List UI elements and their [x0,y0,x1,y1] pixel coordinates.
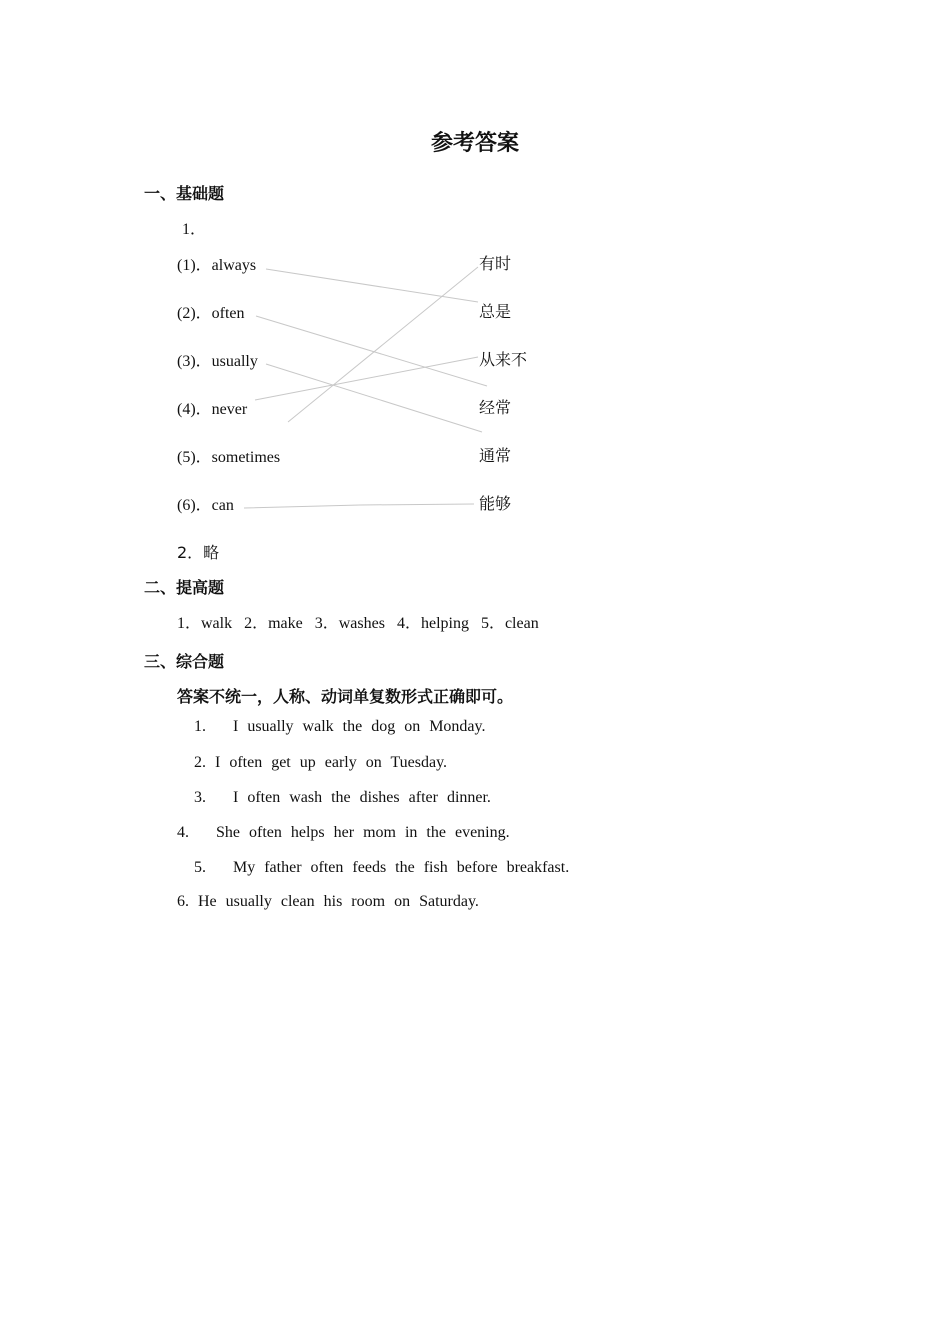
match-line-can [244,504,474,508]
match-left-item: (5)．sometimes [177,449,281,466]
match-right-item: 能够 [479,494,512,513]
sentence-item: 4. She often helps her mom in the evening. [177,824,510,841]
sentence-item: 3. I often wash the dishes after dinner. [194,789,491,806]
match-left-item: (1)．always [177,257,257,274]
match-left-item: (6)．can [177,497,234,514]
match-line-never [255,357,478,400]
page-title: 参考答案 [430,131,519,156]
sentence-item: 6. He usually clean his room on Saturday. [177,893,479,910]
match-right-item: 经常 [479,398,512,417]
sentence-item: 5. My father often feeds the fish before breakfast. [194,859,570,876]
match-right-item: 从来不 [479,350,528,369]
improve-answers: 1．walk 2．make 3．washes 4．helping 5．clean [177,615,539,632]
question-2-answer: 2．略 [177,543,220,562]
section-basic-heading: 一、基础题 [144,184,225,203]
match-line-sometimes [288,267,478,422]
match-line-always [266,269,478,302]
match-right-item: 通常 [479,446,512,465]
match-right-item: 有时 [479,254,512,273]
match-right-item: 总是 [479,302,512,321]
match-left-item: (3)．usually [177,353,258,370]
comprehensive-note: 答案不统一，人称、动词单复数形式正确即可。 [177,687,514,706]
sentence-item: 1. I usually walk the dog on Monday. [194,718,486,735]
match-left-item: (2)．often [177,305,245,322]
sentence-item: 2. I often get up early on Tuesday. [194,754,448,771]
section-comprehensive-heading: 三、综合题 [144,652,225,671]
match-line-often [256,316,487,386]
section-improve-heading: 二、提高题 [144,578,225,597]
question-1-label: 1． [182,221,207,238]
match-left-item: (4)．never [177,401,248,418]
